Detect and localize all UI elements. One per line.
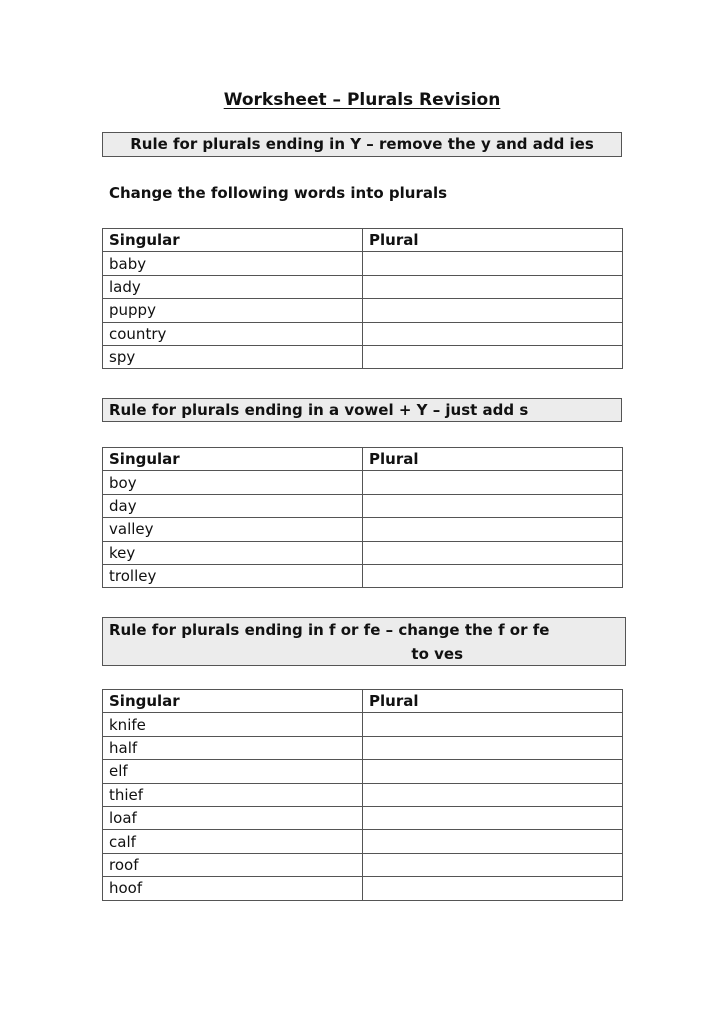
table-row [103, 760, 623, 783]
plural-answer-cell[interactable] [363, 471, 623, 494]
table-row [103, 471, 623, 494]
plural-answer-cell[interactable] [363, 736, 623, 759]
table-row [103, 275, 623, 298]
plurals-table-1 [102, 228, 623, 369]
singular-word: spy [103, 345, 363, 368]
table-row [103, 713, 623, 736]
plural-answer-cell[interactable] [363, 806, 623, 829]
table-row [103, 830, 623, 853]
table-header-row [103, 690, 623, 713]
plural-answer-cell[interactable] [363, 713, 623, 736]
table-row [103, 252, 623, 275]
plural-answer-cell[interactable] [363, 541, 623, 564]
singular-word: loaf [103, 806, 363, 829]
singular-word: roof [103, 853, 363, 876]
singular-word: baby [103, 252, 363, 275]
table-row [103, 783, 623, 806]
table-row [103, 299, 623, 322]
plural-answer-cell[interactable] [363, 252, 623, 275]
singular-header: Singular [103, 690, 363, 713]
singular-word: knife [103, 713, 363, 736]
table-row [103, 877, 623, 900]
singular-word: lady [103, 275, 363, 298]
plural-answer-cell[interactable] [363, 783, 623, 806]
plurals-table-2 [102, 447, 623, 588]
plural-answer-cell[interactable] [363, 345, 623, 368]
plural-answer-cell[interactable] [363, 322, 623, 345]
table-row [103, 345, 623, 368]
table-header-row [103, 229, 623, 252]
singular-word: elf [103, 760, 363, 783]
singular-header: Singular [103, 229, 363, 252]
singular-word: half [103, 736, 363, 759]
singular-word: hoof [103, 877, 363, 900]
table-row [103, 541, 623, 564]
rule-line-2: to ves [411, 645, 463, 663]
plural-answer-cell[interactable] [363, 518, 623, 541]
plural-answer-cell[interactable] [363, 760, 623, 783]
singular-word: country [103, 322, 363, 345]
plural-answer-cell[interactable] [363, 853, 623, 876]
rule-box-y-to-ies: Rule for plurals ending in Y – remove the y and add ies [102, 132, 622, 157]
singular-word: puppy [103, 299, 363, 322]
table-row [103, 853, 623, 876]
instruction-text: Change the following words into plurals [109, 184, 448, 202]
singular-header: Singular [103, 448, 363, 471]
rule-box-f-fe-to-ves [102, 617, 626, 666]
table-row [103, 736, 623, 759]
plural-answer-cell[interactable] [363, 830, 623, 853]
rule-box-vowel-y: Rule for plurals ending in a vowel + Y – just add s [102, 398, 622, 422]
singular-word: key [103, 541, 363, 564]
table-row [103, 322, 623, 345]
plural-answer-cell[interactable] [363, 275, 623, 298]
worksheet-title: Worksheet – Plurals Revision [223, 90, 501, 110]
singular-word: calf [103, 830, 363, 853]
plural-answer-cell[interactable] [363, 299, 623, 322]
table-row [103, 494, 623, 517]
singular-word: boy [103, 471, 363, 494]
plural-header: Plural [363, 229, 623, 252]
table-row [103, 518, 623, 541]
plural-answer-cell[interactable] [363, 877, 623, 900]
rule-line-1: Rule for plurals ending in f or fe – change the f or fe [109, 621, 550, 639]
plural-answer-cell[interactable] [363, 564, 623, 587]
table-row [103, 806, 623, 829]
plural-header: Plural [363, 690, 623, 713]
singular-word: day [103, 494, 363, 517]
plural-header: Plural [363, 448, 623, 471]
singular-word: trolley [103, 564, 363, 587]
table-row [103, 564, 623, 587]
singular-word: valley [103, 518, 363, 541]
table-header-row [103, 448, 623, 471]
plural-answer-cell[interactable] [363, 494, 623, 517]
singular-word: thief [103, 783, 363, 806]
plurals-table-3 [102, 689, 623, 901]
